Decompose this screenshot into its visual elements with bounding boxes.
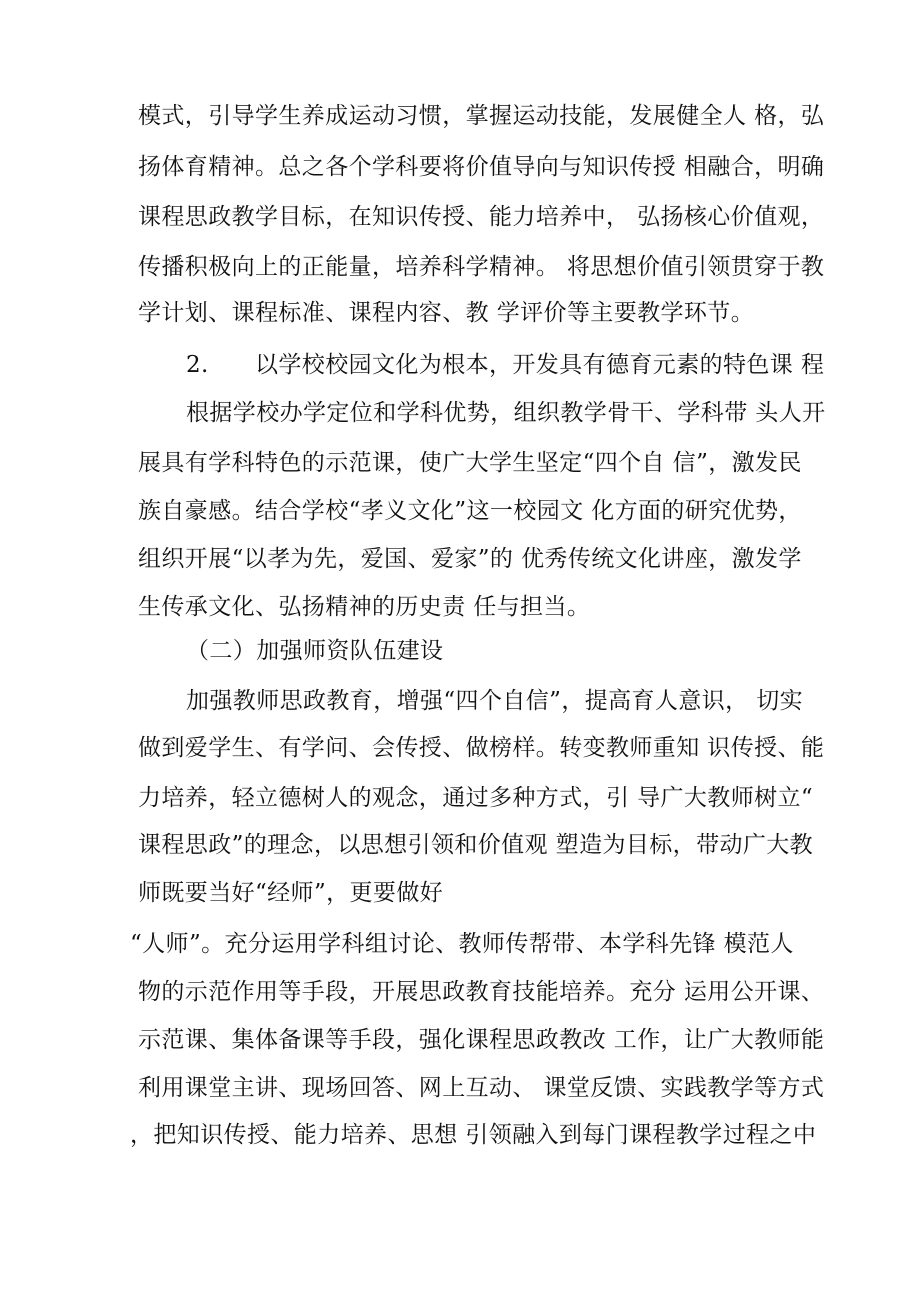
text-line: 模式，引导学生养成运动习惯，掌握运动技能，发展健全人 格，弘 bbox=[138, 103, 825, 129]
text-line: 课程思政”的理念，以思想引领和价值观 塑造为目标，带动广大教 bbox=[138, 832, 814, 858]
text-line: 师既要当好“经师”，更要做好 bbox=[138, 880, 444, 906]
section-heading: （二）加强师资队伍建设 bbox=[186, 638, 444, 664]
text-line: 扬体育精神。总之各个学科要将价值导向与知识传授 相融合，明确 bbox=[138, 154, 825, 180]
text-line: 学计划、课程标准、课程内容、教 学评价等主要教学环节。 bbox=[138, 300, 755, 326]
text-line: 族自豪感。结合学校“孝义文化”这一校园文 化方面的研究优势， bbox=[138, 498, 802, 524]
text-line: 展具有学科特色的示范课，使广大学生坚定“四个自 信”，激发民 bbox=[138, 450, 802, 476]
text-line: 做到爱学生、有学问、会传授、做榜样。转变教师重知 识传授、能 bbox=[138, 735, 825, 761]
text-line: 传播积极向上的正能量，培养科学精神。 将思想价值引领贯穿于教 bbox=[138, 254, 825, 280]
text-line: 组织开展“以孝为先，爱国、爱家”的 优秀传统文化讲座，激发学 bbox=[138, 546, 802, 572]
text-line: 力培养，轻立德树人的观念，通过多种方式，引 导广大教师树立“ bbox=[138, 785, 814, 811]
text-line: ，把知识传授、能力培养、思想 引领融入到每门课程教学过程之中 bbox=[130, 1122, 817, 1148]
text-line: 根据学校办学定位和学科优势，组织教学骨干、学科带 头人开 bbox=[186, 400, 826, 426]
text-line: 利用课堂主讲、现场回答、网上互动、 课堂反馈、实践教学等方式 bbox=[138, 1075, 825, 1101]
text-line: 示范课、集体备课等手段，强化课程思政教改 工作，让广大教师能 bbox=[138, 1027, 825, 1053]
text-line: 物的示范作用等手段，开展思政教育技能培养。充分 运用公开课、 bbox=[138, 979, 825, 1005]
text-line: 加强教师思政教育，增强“四个自信”，提高育人意识， 切实 bbox=[186, 688, 804, 714]
text-line: 课程思政教学目标，在知识传授、能力培养中， 弘扬核心价值观， bbox=[138, 204, 825, 230]
text-line: 生传承文化、弘扬精神的历史责 任与担当。 bbox=[138, 594, 591, 620]
text-line: “人师”。充分运用学科组讨论、教师传帮带、本学科先锋 模范人 bbox=[130, 931, 794, 957]
section-heading: 2. 以学校校园文化为根本，开发具有德育元素的特色课 程 bbox=[186, 352, 825, 378]
